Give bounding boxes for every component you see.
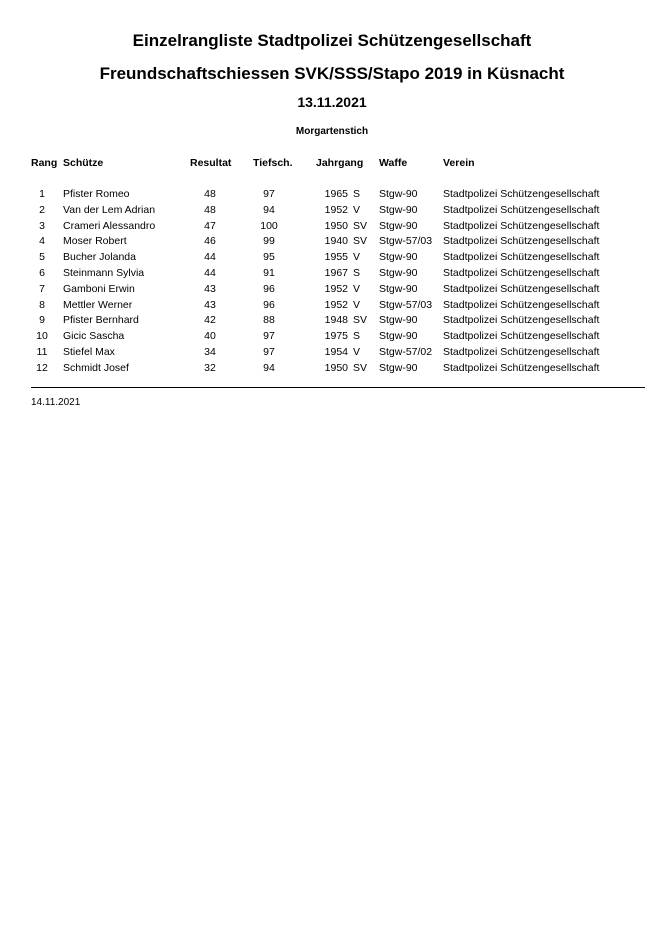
cell-kategorie: SV — [353, 314, 368, 327]
cell-verein: Stadtpolizei Schützengesellschaft — [443, 330, 600, 343]
print-date: 14.11.2021 — [31, 397, 81, 408]
table-row — [0, 204, 664, 220]
cell-rang: 3 — [39, 219, 45, 232]
cell-schuetze: Steinmann Sylvia — [63, 266, 145, 279]
cell-jahrgang: 1950 — [324, 361, 348, 374]
cell-rang: 6 — [39, 266, 45, 279]
cell-rang: 1 — [39, 188, 45, 200]
column-header-tiefsch: Tiefsch. — [253, 157, 293, 169]
cell-jahrgang: 1952 — [324, 203, 348, 216]
cell-jahrgang: 1954 — [324, 345, 348, 358]
cell-schuetze: Pfister Romeo — [63, 188, 130, 200]
table-row — [0, 283, 664, 299]
cell-rang: 12 — [36, 361, 48, 374]
table-divider — [31, 387, 645, 388]
cell-jahrgang: 1975 — [324, 330, 348, 343]
cell-waffe: Stgw-90 — [379, 314, 418, 327]
table-row — [0, 235, 664, 251]
cell-rang: 10 — [36, 330, 48, 343]
cell-schuetze: Bucher Jolanda — [63, 251, 136, 264]
cell-tiefsch: 96 — [263, 282, 275, 295]
cell-schuetze: Pfister Bernhard — [63, 314, 139, 327]
cell-kategorie: S — [353, 330, 361, 343]
cell-resultat: 43 — [204, 298, 216, 311]
cell-kategorie: SV — [353, 219, 368, 232]
table-row — [0, 330, 664, 346]
cell-schuetze: Gicic Sascha — [63, 330, 125, 343]
cell-waffe: Stgw-57/02 — [379, 345, 433, 358]
table-row — [0, 267, 664, 283]
cell-rang: 4 — [39, 235, 45, 248]
cell-kategorie: V — [353, 251, 361, 264]
cell-verein: Stadtpolizei Schützengesellschaft — [443, 266, 600, 279]
cell-resultat: 43 — [204, 282, 216, 295]
cell-kategorie: S — [353, 188, 361, 200]
cell-verein: Stadtpolizei Schützengesellschaft — [443, 203, 600, 216]
cell-tiefsch: 96 — [263, 298, 275, 311]
cell-jahrgang: 1955 — [324, 251, 348, 264]
cell-schuetze: Schmidt Josef — [63, 361, 129, 374]
cell-schuetze: Gamboni Erwin — [63, 282, 135, 295]
cell-jahrgang: 1940 — [324, 235, 348, 248]
cell-tiefsch: 97 — [263, 188, 275, 200]
cell-tiefsch: 91 — [263, 266, 275, 279]
cell-waffe: Stgw-90 — [379, 266, 418, 279]
cell-waffe: Stgw-90 — [379, 219, 418, 232]
cell-schuetze: Mettler Werner — [63, 298, 133, 311]
table-row — [0, 220, 664, 236]
cell-jahrgang: 1950 — [324, 219, 348, 232]
cell-kategorie: SV — [353, 361, 368, 374]
cell-kategorie: SV — [353, 235, 368, 248]
cell-resultat: 47 — [204, 219, 216, 232]
cell-kategorie: V — [353, 298, 361, 311]
cell-jahrgang: 1948 — [324, 314, 348, 327]
table-row — [0, 314, 664, 330]
cell-verein: Stadtpolizei Schützengesellschaft — [443, 188, 600, 200]
document-subtitle: Freundschaftschiessen SVK/SSS/Stapo 2019 in Küsnacht — [99, 64, 565, 83]
cell-rang: 5 — [39, 251, 45, 264]
cell-kategorie: V — [353, 203, 361, 216]
cell-rang: 8 — [39, 298, 45, 311]
cell-schuetze: Stiefel Max — [63, 345, 115, 358]
cell-resultat: 44 — [204, 266, 216, 279]
cell-kategorie: V — [353, 282, 361, 295]
column-header-resultat: Resultat — [190, 157, 232, 169]
cell-tiefsch: 95 — [263, 251, 275, 264]
cell-rang: 7 — [39, 282, 45, 295]
cell-tiefsch: 100 — [260, 219, 278, 232]
cell-tiefsch: 97 — [263, 330, 275, 343]
cell-jahrgang: 1967 — [324, 266, 348, 279]
column-header-schuetze: Schütze — [63, 157, 104, 169]
cell-rang: 2 — [39, 203, 45, 216]
table-row — [0, 188, 664, 204]
cell-verein: Stadtpolizei Schützengesellschaft — [443, 345, 600, 358]
cell-tiefsch: 88 — [263, 314, 275, 327]
table-row — [0, 362, 664, 378]
cell-waffe: Stgw-57/03 — [379, 298, 433, 311]
cell-jahrgang: 1952 — [324, 298, 348, 311]
cell-tiefsch: 99 — [263, 235, 275, 248]
cell-verein: Stadtpolizei Schützengesellschaft — [443, 235, 600, 248]
cell-jahrgang: 1952 — [324, 282, 348, 295]
cell-verein: Stadtpolizei Schützengesellschaft — [443, 219, 600, 232]
event-date: 13.11.2021 — [297, 94, 367, 110]
cell-resultat: 46 — [204, 235, 216, 248]
table-row — [0, 299, 664, 315]
cell-waffe: Stgw-90 — [379, 203, 418, 216]
cell-waffe: Stgw-90 — [379, 282, 418, 295]
document-title: Einzelrangliste Stadtpolizei Schützengesellschaft — [132, 31, 532, 50]
cell-verein: Stadtpolizei Schützengesellschaft — [443, 361, 600, 374]
cell-rang: 11 — [36, 345, 48, 358]
cell-verein: Stadtpolizei Schützengesellschaft — [443, 282, 600, 295]
cell-verein: Stadtpolizei Schützengesellschaft — [443, 251, 600, 264]
cell-schuetze: Van der Lem Adrian — [63, 203, 156, 216]
table-row — [0, 251, 664, 267]
cell-waffe: Stgw-90 — [379, 361, 418, 374]
cell-tiefsch: 97 — [263, 345, 275, 358]
column-header-waffe: Waffe — [379, 157, 408, 169]
cell-waffe: Stgw-90 — [379, 251, 418, 264]
cell-tiefsch: 94 — [263, 361, 275, 374]
cell-kategorie: V — [353, 345, 361, 358]
cell-resultat: 42 — [204, 314, 216, 327]
cell-waffe: Stgw-90 — [379, 330, 418, 343]
cell-schuetze: Crameri Alessandro — [63, 219, 156, 232]
cell-verein: Stadtpolizei Schützengesellschaft — [443, 314, 600, 327]
cell-waffe: Stgw-90 — [379, 188, 418, 200]
cell-resultat: 32 — [204, 361, 216, 374]
cell-waffe: Stgw-57/03 — [379, 235, 433, 248]
table-header — [0, 157, 664, 173]
cell-kategorie: S — [353, 266, 361, 279]
section-title: Morgartenstich — [295, 126, 369, 137]
ranking-table — [0, 188, 664, 378]
cell-verein: Stadtpolizei Schützengesellschaft — [443, 298, 600, 311]
cell-resultat: 48 — [204, 203, 216, 216]
cell-resultat: 40 — [204, 330, 216, 343]
column-header-verein: Verein — [443, 157, 475, 169]
cell-resultat: 34 — [204, 345, 216, 358]
column-header-jahrgang: Jahrgang — [316, 157, 364, 169]
column-header-rang: Rang — [31, 157, 58, 169]
cell-rang: 9 — [39, 314, 45, 327]
cell-resultat: 48 — [204, 188, 216, 200]
table-row — [0, 346, 664, 362]
cell-jahrgang: 1965 — [324, 188, 348, 200]
cell-schuetze: Moser Robert — [63, 235, 127, 248]
cell-tiefsch: 94 — [263, 203, 275, 216]
cell-resultat: 44 — [204, 251, 216, 264]
